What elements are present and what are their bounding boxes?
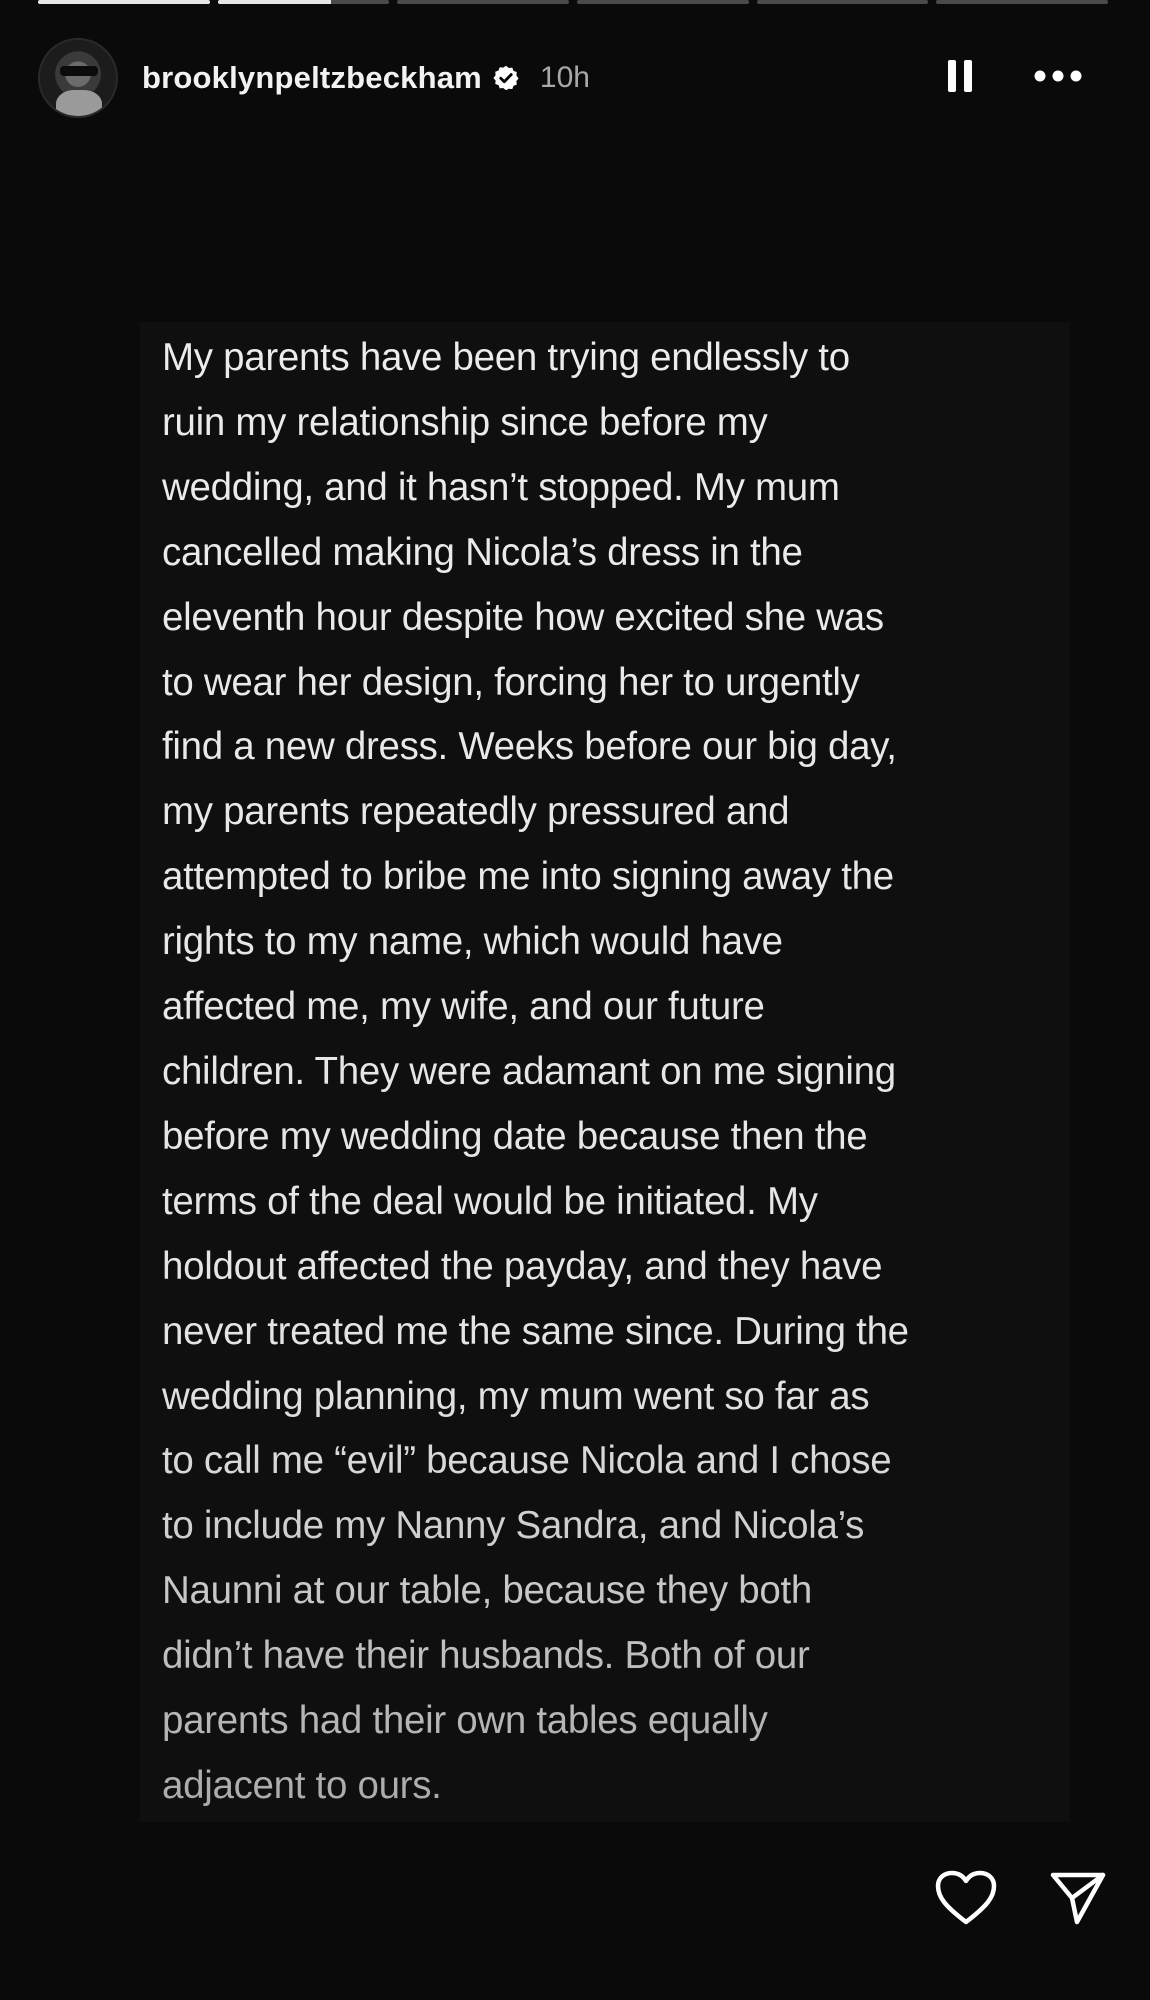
progress-segment-fill: [38, 0, 210, 4]
progress-segment: [757, 0, 929, 4]
story-timestamp: 10h: [539, 61, 590, 94]
progress-segment: [218, 0, 390, 4]
progress-segment: [38, 0, 210, 4]
progress-segment: [936, 0, 1108, 4]
story-header: [38, 36, 1108, 120]
story-footer-actions: [934, 1868, 1110, 1932]
story-text: My parents have been trying endlessly to ruin my relationship since before my wedding, and it hasn’t stopped. My mum cancelled making Nicola’s dress in the eleventh hour despite how excited she was to wear her design, forcing her to urgently find a new dress. Weeks before our big day, my parents repeatedly pressured and attempted to bribe me into signing away the rights to my name, which would have affected me, my wife, and our future children. They were adamant on me signing before my wedding date because then the terms of the deal would be initiated. My holdout affected the payday, and they have never treated me the same since. During the wedding planning, my mum went so far as to call me “evil” because Nicola and I chose to include my Nanny Sandra, and Nicola’s Naunni at our table, because they both didn’t have their husbands. Both of our parents had their own tables equally adjacent to ours.: [162, 326, 1022, 1819]
heart-icon: [935, 1870, 997, 1931]
progress-segment: [397, 0, 569, 4]
story-progress-bar: [38, 0, 1108, 6]
progress-segment-fill: [218, 0, 331, 4]
progress-segment: [577, 0, 749, 4]
verified-badge-icon: [492, 64, 520, 92]
username-label[interactable]: brooklynpeltzbeckham: [142, 60, 482, 95]
pause-icon: [947, 59, 973, 98]
share-button[interactable]: [1046, 1868, 1110, 1932]
user-avatar[interactable]: [38, 38, 118, 118]
pause-button[interactable]: [940, 56, 980, 100]
more-options-icon: [1034, 69, 1082, 87]
send-icon: [1049, 1870, 1107, 1931]
more-options-button[interactable]: [1030, 56, 1086, 100]
like-button[interactable]: [934, 1868, 998, 1932]
